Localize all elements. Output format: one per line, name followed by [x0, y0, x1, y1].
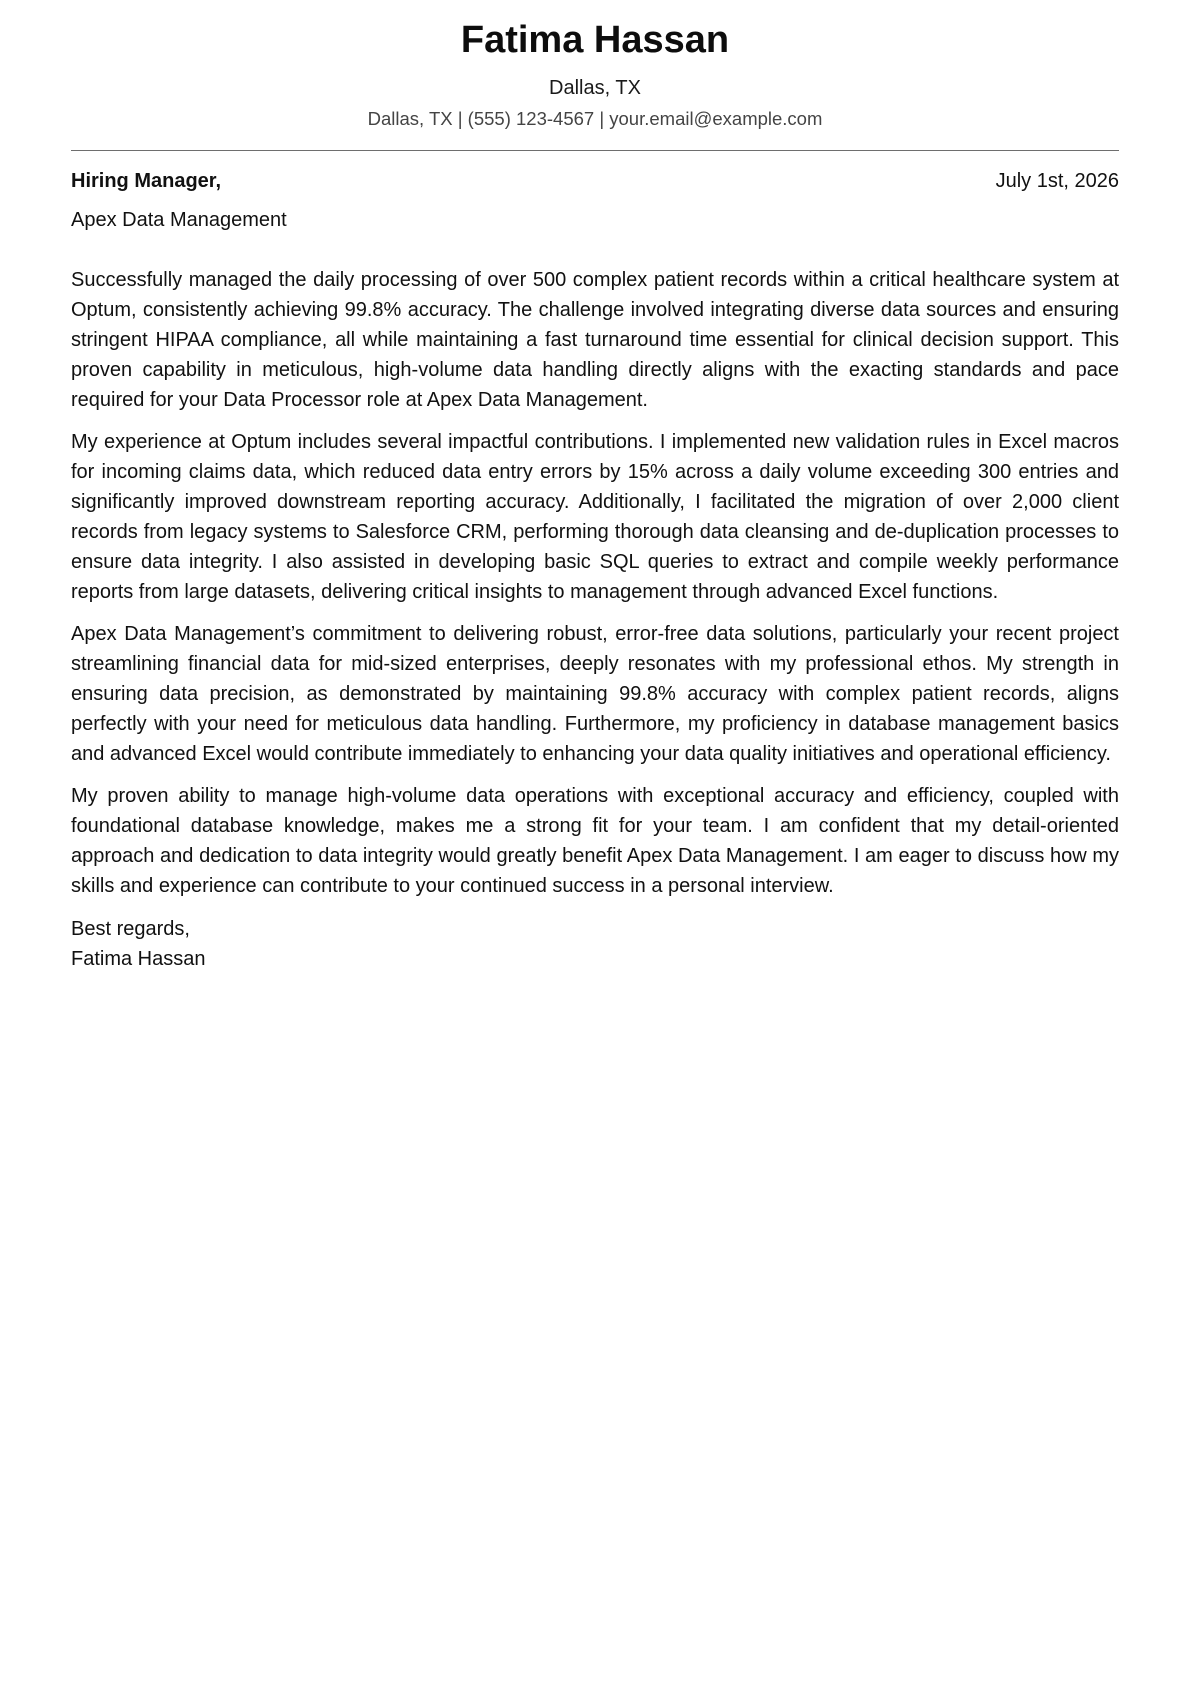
body-paragraph: My proven ability to manage high-volume data operations with exceptional accuracy and efficiency, coupled with foundational database knowledge, makes me a strong fit for your team. I am confident that my detail-oriented approach and dedication to data integrity would greatly benefit Apex Data Management. I am eager to discuss how my skills and experience can contribute to your continued success in a personal interview. [71, 785, 1119, 897]
body-paragraph: Successfully managed the daily processing of over 500 complex patient records within a critical healthcare system at Optum, consistently achieving 99.8% accuracy. The challenge involved integrating diverse data sources and ensuring stringent HIPAA compliance, all while maintaining a fast turnaround time essential for clinical decision support. This proven capability in meticulous, high-volume data handling directly aligns with the exacting standards and pace required for your Data Processor role at Apex Data Management. [71, 269, 1119, 411]
applicant-location: Dallas, TX [549, 77, 641, 99]
signature-name: Fatima Hassan [71, 948, 206, 970]
header-divider [71, 150, 1119, 151]
applicant-name: Fatima Hassan [460, 19, 730, 61]
body-paragraph: Apex Data Management’s commitment to delivering robust, error-free data solutions, particularly your recent project streamlining financial data for mid-sized enterprises, deeply resonates with my professional ethos. My strength in ensuring data precision, as demonstrated by maintaining 99.8% accuracy with complex patient records, aligns perfectly with your need for meticulous data handling. Furthermore, my proficiency in database management basics and advanced Excel would contribute immediately to enhancing your data quality initiatives and operational efficiency. [71, 623, 1119, 765]
letter-signoff [71, 914, 1119, 974]
recipient-company: Apex Data Management [71, 209, 287, 231]
applicant-contact-line: Dallas, TX | (555) 123-4567 | your.email@example.com [367, 108, 823, 129]
closing-phrase: Best regards, [71, 918, 190, 940]
letter-body [71, 265, 1119, 901]
body-paragraph: My experience at Optum includes several impactful contributions. I implemented new validation rules in Excel macros for incoming claims data, which reduced data entry errors by 15% across a daily volume exceeding 300 entries and significantly improved downstream reporting accuracy. Additionally, I facilitated the migration of over 2,000 client records from legacy systems to Salesforce CRM, performing thorough data cleansing and de-duplication processes to ensure data integrity. I also assisted in developing basic SQL queries to extract and compile weekly performance reports from large datasets, delivering critical insights to management through advanced Excel functions. [71, 431, 1119, 603]
letter-date: July 1st, 2026 [995, 170, 1119, 192]
recipient-salutation: Hiring Manager, [71, 170, 222, 192]
recipient-date-row [71, 168, 1119, 194]
letter-header [71, 0, 1119, 131]
